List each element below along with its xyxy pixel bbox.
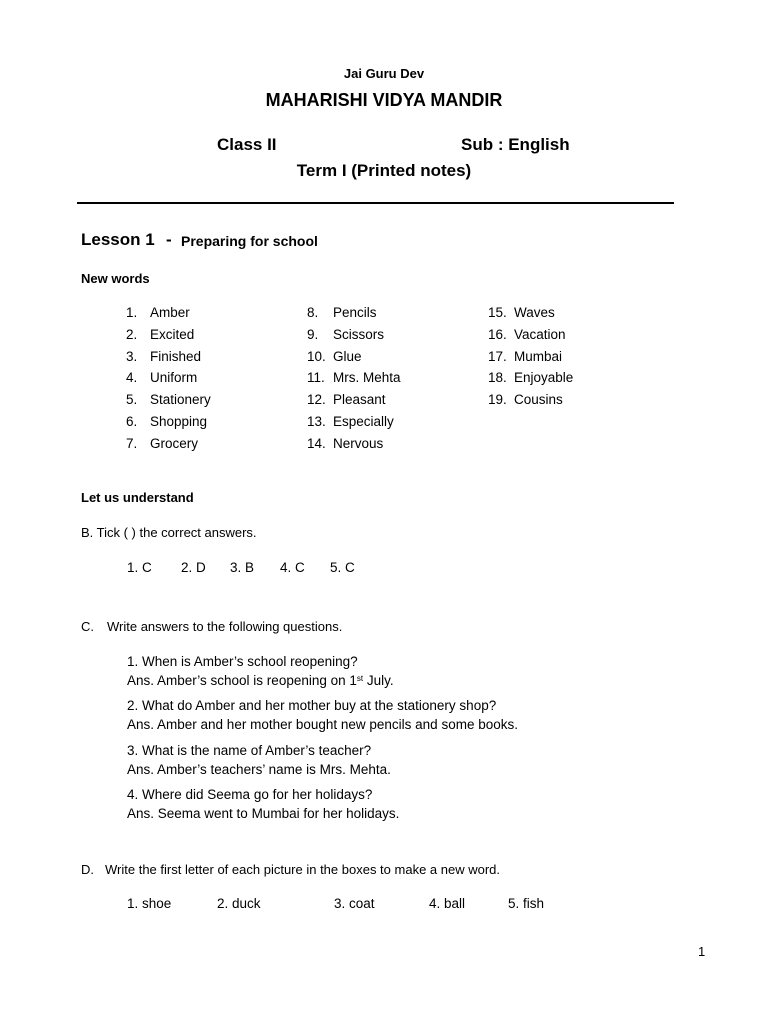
section-d-instruction: Write the first letter of each picture in the boxes to make a new word. bbox=[105, 862, 501, 877]
list-item: 10. Glue bbox=[307, 348, 362, 364]
word-list-column-2 bbox=[307, 302, 401, 455]
class-label: Class II bbox=[217, 135, 277, 154]
list-item: 13. Especially bbox=[307, 413, 394, 429]
understand-heading: Let us understand bbox=[81, 490, 194, 505]
list-item: 7. Grocery bbox=[126, 435, 199, 451]
section-b-instruction: B. Tick ( ) the correct answers. bbox=[81, 525, 257, 540]
word-list-column-3 bbox=[488, 302, 573, 411]
section-c-instruction: Write answers to the following questions. bbox=[107, 619, 343, 634]
answer-item: 3. B bbox=[230, 560, 255, 575]
answer: Ans. Seema went to Mumbai for her holidays. bbox=[127, 806, 400, 821]
answer-item: 1. C bbox=[127, 560, 152, 575]
question: 3. What is the name of Amber’s teacher? bbox=[127, 743, 372, 758]
term-label: Term I (Printed notes) bbox=[296, 161, 472, 180]
list-item: 16. Vacation bbox=[488, 326, 566, 342]
qa-item bbox=[127, 785, 399, 823]
lesson-title: Preparing for school bbox=[181, 233, 318, 249]
answer: Ans. Amber and her mother bought new pencils and some books. bbox=[127, 717, 518, 732]
answer-item: 3. coat bbox=[334, 896, 375, 911]
school-name: MAHARISHI VIDYA MANDIR bbox=[265, 90, 503, 110]
lesson-dash: - bbox=[166, 230, 172, 249]
answer-item: 1. shoe bbox=[127, 896, 172, 911]
answer-item: 2. duck bbox=[217, 896, 261, 911]
list-item: 1. Amber bbox=[126, 305, 190, 320]
section-b-answers bbox=[127, 560, 387, 578]
motto: Jai Guru Dev bbox=[343, 66, 425, 81]
list-item: 5. Stationery bbox=[126, 392, 211, 408]
list-item: 17. Mumbai bbox=[488, 348, 563, 364]
answer-item: 5. C bbox=[330, 560, 355, 575]
word-list-column-1 bbox=[126, 302, 211, 455]
qa-item bbox=[127, 741, 391, 779]
list-item: 19. Cousins bbox=[488, 392, 563, 408]
answer: Ans. Amber’s teachers’ name is Mrs. Mehta. bbox=[127, 762, 391, 777]
subject-label: Sub : English bbox=[461, 135, 570, 154]
answer-item: 5. fish bbox=[508, 896, 545, 911]
qa-item bbox=[127, 696, 518, 734]
lesson-number: Lesson 1 bbox=[81, 230, 155, 249]
list-item: 9. Scissors bbox=[307, 326, 385, 342]
question: 4. Where did Seema go for her holidays? bbox=[127, 787, 373, 802]
section-d-label: D. bbox=[81, 862, 94, 877]
qa-item bbox=[127, 652, 394, 690]
list-item: 6. Shopping bbox=[126, 413, 208, 429]
answer-item: 4. C bbox=[280, 560, 305, 575]
section-c-label: C. bbox=[81, 619, 94, 634]
list-item: 3. Finished bbox=[126, 348, 202, 364]
list-item: 2. Excited bbox=[126, 326, 195, 342]
section-d-answers bbox=[127, 896, 567, 914]
list-item: 18. Enjoyable bbox=[488, 370, 574, 386]
list-item: 8. Pencils bbox=[307, 305, 377, 320]
list-item: 15. Waves bbox=[488, 305, 555, 320]
list-item: 14. Nervous bbox=[307, 435, 384, 451]
answer: Ans. Amber’s school is reopening on 1st July. bbox=[127, 673, 394, 688]
list-item: 12. Pleasant bbox=[307, 392, 386, 408]
list-item: 4. Uniform bbox=[126, 370, 198, 386]
question: 2. What do Amber and her mother buy at the stationery shop? bbox=[127, 698, 497, 713]
header-divider bbox=[77, 202, 674, 204]
answer-item: 2. D bbox=[181, 560, 206, 575]
question: 1. When is Amber’s school reopening? bbox=[127, 654, 358, 669]
list-item: 11. Mrs. Mehta bbox=[307, 370, 401, 386]
answer-item: 4. ball bbox=[429, 896, 466, 911]
new-words-heading: New words bbox=[81, 271, 150, 286]
page-number: 1 bbox=[698, 944, 706, 959]
